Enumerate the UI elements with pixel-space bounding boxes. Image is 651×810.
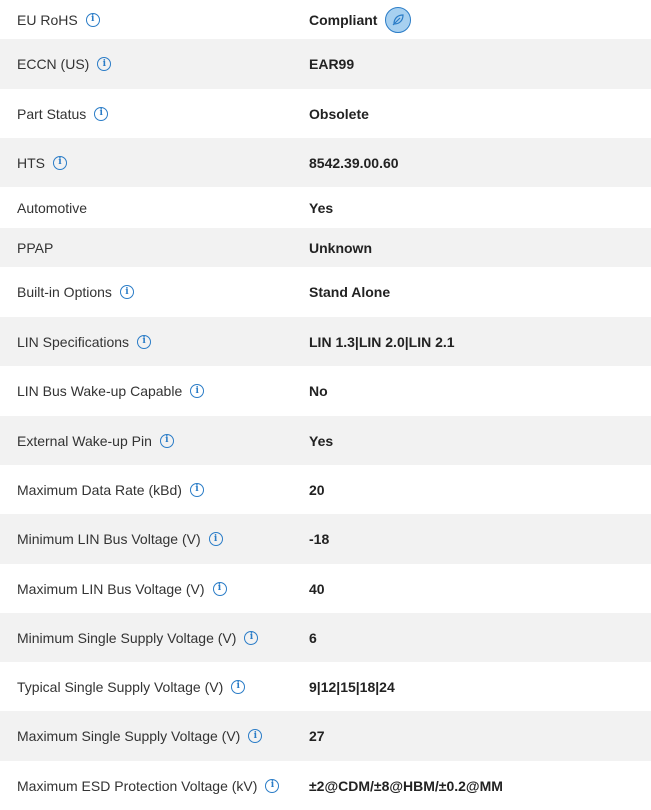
spec-value: No: [309, 383, 328, 399]
info-icon[interactable]: i: [190, 384, 204, 398]
spec-label: Minimum Single Supply Voltage (V) i: [0, 630, 309, 646]
spec-label: PPAP: [17, 239, 54, 256]
info-icon[interactable]: i: [94, 107, 108, 121]
spec-row: [0, 662, 651, 711]
spec-label: Maximum LIN Bus Voltage (V) i: [0, 581, 309, 597]
spec-row: [0, 0, 651, 39]
info-icon[interactable]: i: [53, 156, 67, 170]
info-icon[interactable]: i: [190, 483, 204, 497]
spec-value: 9|12|15|18|24: [309, 678, 395, 695]
spec-row: [0, 465, 651, 514]
spec-value: Unknown: [309, 239, 372, 256]
spec-row: [0, 564, 651, 613]
spec-value: EAR99: [309, 56, 355, 72]
spec-label: Maximum ESD Protection Voltage (kV) i: [0, 778, 309, 794]
spec-value: LIN 1.3|LIN 2.0|LIN 2.1: [309, 333, 455, 350]
spec-label: Part Status i: [0, 106, 309, 122]
leaf-icon: [385, 7, 411, 33]
spec-value: 40: [309, 580, 325, 597]
spec-label: Automotive: [17, 199, 88, 216]
spec-row: [0, 187, 651, 228]
info-icon[interactable]: i: [213, 582, 227, 596]
info-icon[interactable]: i: [97, 57, 111, 71]
spec-label: Built-in Options i: [0, 284, 309, 300]
spec-value: 27: [309, 728, 325, 744]
spec-label: ECCN (US) i: [0, 56, 309, 72]
spec-row: [0, 228, 651, 267]
spec-value: Compliant: [309, 7, 651, 33]
spec-row: [0, 416, 651, 465]
info-icon[interactable]: i: [248, 729, 262, 743]
spec-label: Maximum Data Rate (kBd) i: [0, 482, 309, 498]
info-icon[interactable]: i: [209, 532, 223, 546]
info-icon[interactable]: i: [86, 13, 100, 27]
spec-label: External Wake-up Pin i: [0, 433, 309, 449]
spec-row: [0, 138, 651, 187]
spec-label: HTS i: [0, 155, 309, 171]
spec-value: Stand Alone: [309, 284, 391, 300]
spec-row: [0, 514, 651, 564]
spec-row: [0, 267, 651, 317]
spec-row: [0, 317, 651, 366]
info-icon[interactable]: i: [137, 335, 151, 349]
spec-label: Typical Single Supply Voltage (V) i: [0, 679, 309, 695]
spec-value: ±2@CDM/±8@HBM/±0.2@MM: [309, 777, 503, 794]
spec-row: [0, 39, 651, 89]
spec-label: LIN Specifications i: [0, 334, 309, 350]
spec-row: [0, 89, 651, 138]
spec-label: Minimum LIN Bus Voltage (V) i: [0, 531, 309, 547]
spec-row: [0, 711, 651, 761]
info-icon[interactable]: i: [244, 631, 258, 645]
info-icon[interactable]: i: [265, 779, 279, 793]
spec-value: -18: [309, 531, 330, 547]
spec-value: 8542.39.00.60: [309, 154, 399, 171]
spec-value: Yes: [309, 199, 334, 216]
spec-label: LIN Bus Wake-up Capable i: [0, 383, 309, 399]
info-icon[interactable]: i: [120, 285, 134, 299]
spec-row: [0, 613, 651, 662]
spec-label: EU RoHS i: [0, 12, 309, 28]
spec-row: [0, 366, 651, 416]
spec-value: 20: [309, 481, 325, 498]
info-icon[interactable]: i: [231, 680, 245, 694]
spec-value: Obsolete: [309, 105, 369, 122]
spec-row: [0, 761, 651, 810]
spec-label: Maximum Single Supply Voltage (V) i: [0, 728, 309, 744]
spec-value: Yes: [309, 432, 334, 449]
spec-value: 6: [309, 629, 317, 646]
info-icon[interactable]: i: [160, 434, 174, 448]
